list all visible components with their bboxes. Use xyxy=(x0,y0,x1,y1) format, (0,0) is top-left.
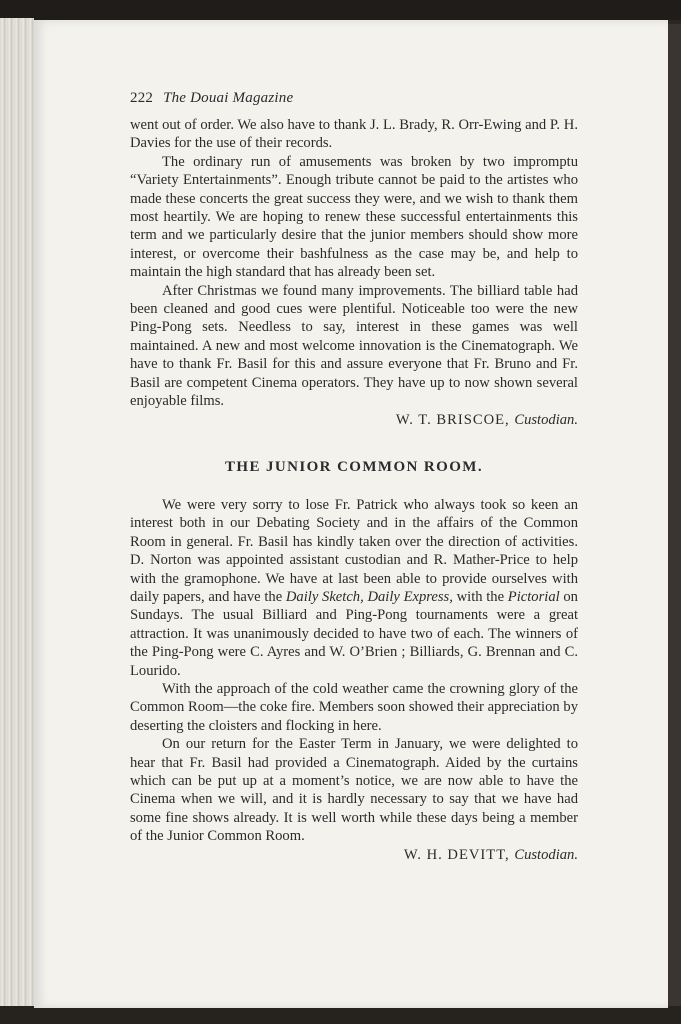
signature-role: Custodian. xyxy=(514,846,578,863)
text-run: on Sundays. The usual Billiard and Ping-Pong tournaments were a great attraction. It was unanimously decided to have two of each. The winners of the Ping-Pong were C. Ayres and W. O’Brien ; Billiards, G. Brennan and C. Lourido. xyxy=(130,588,578,679)
signature-devitt xyxy=(130,846,578,864)
paragraph: The ordinary run of amusements was broken by two impromptu “Variety Entertainments”. Enough tribute cannot be paid to the artistes who made these concerts the great success they were, and we wish to thank them most heartily. We are hoping to renew these successful entertainments this term and we particularly desire that the junior members should show more interest, or overcome their bashfulness as the case may be, and help to maintain the high standard that has already been set. xyxy=(130,153,578,281)
paragraph: After Christmas we found many improvements. The billiard table had been cleaned and good cues were plentiful. Noticeable too were the new Ping-Pong sets. Needless to say, interest in these games was well maintained. A new and most welcome innovation is the Cinematograph. We have to thank Fr. Basil for this and assure everyone that Fr. Bruno and Fr. Basil are competent Cinema operators. They have up to now shown several enjoyable films. xyxy=(130,282,578,410)
page-stack-edge xyxy=(0,18,34,1008)
paragraph: On our return for the Easter Term in January, we were delighted to hear that Fr. Basil had provided a Cinematograph. Aided by the curtains which can be put up at a moment’s notice, we are now able to have the Cinema when we will, and it is hardly necessary to say that we have had some fine shows already. It is well worth while these days being a member of the Junior Common Room. xyxy=(130,736,578,845)
signature-name: W. H. DEVITT, xyxy=(403,846,510,863)
text-run: We were very sorry to lose Fr. Patrick who always took so keen an interest both in our Debating Society and in the affairs of the Common Room in general. Fr. Basil has kindly taken over the direction of activities. D. Norton was appointed assistant custodian and R. Mather-Price to help with the gramophone. We have at last been able to provide ourselves with daily papers, and have the xyxy=(130,496,578,605)
paragraph xyxy=(130,496,578,680)
paragraph: With the approach of the cold weather came the crowning glory of the Common Room—the coke fire. Members soon showed their appreciation by deserting the cloisters and flocking in here. xyxy=(130,680,578,734)
book-edge-bottom xyxy=(0,1006,681,1024)
italic-title: Pictorial xyxy=(507,588,560,605)
italic-title: Daily Sketch, Daily Express, xyxy=(285,588,453,605)
signature-briscoe xyxy=(130,411,578,429)
page-number: 222 xyxy=(130,90,154,106)
page-sheet xyxy=(34,20,668,1008)
magazine-title: The Douai Magazine xyxy=(163,90,294,106)
section-heading: THE JUNIOR COMMON ROOM. xyxy=(224,458,484,475)
signature-name: W. T. BRISCOE, xyxy=(395,411,510,428)
running-head xyxy=(130,88,578,116)
book-edge-top xyxy=(0,0,681,20)
book-edge-right xyxy=(668,24,681,1008)
text-run: with the xyxy=(452,588,508,605)
signature-role: Custodian. xyxy=(514,411,578,428)
paragraph: went out of order. We also have to thank J. L. Brady, R. Orr-Ewing and P. H. Davies for the use of their records. xyxy=(130,117,578,152)
page-content xyxy=(130,88,578,864)
